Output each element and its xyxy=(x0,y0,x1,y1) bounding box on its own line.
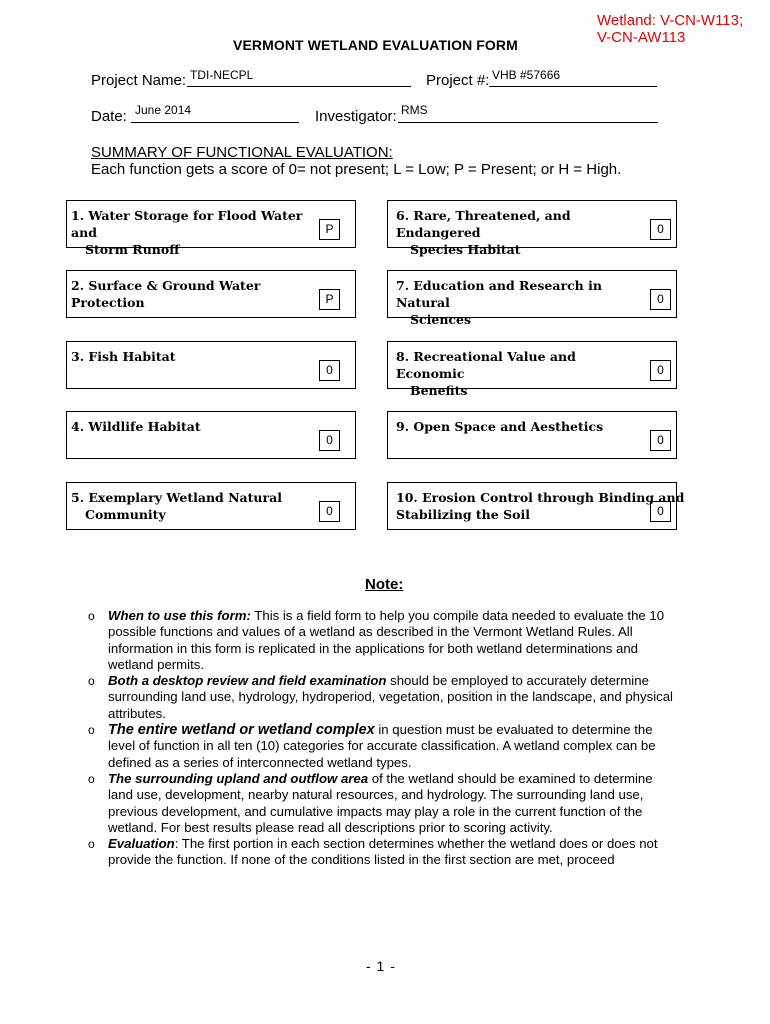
function-7-title-cont: Sciences xyxy=(410,312,472,327)
function-4-title: 4. Wildlife Habitat xyxy=(71,419,201,434)
date-value: June 2014 xyxy=(135,103,192,117)
date-field[interactable] xyxy=(131,122,299,123)
function-8-score[interactable]: 0 xyxy=(650,360,671,381)
function-3-score[interactable]: 0 xyxy=(319,360,340,381)
bullet-icon: o xyxy=(88,674,95,689)
function-5-title: 5. Exemplary Wetland Natural xyxy=(71,490,282,505)
note-item-text: : The first portion in each section determines whether the wetland does or does not provide the function. If none of the conditions listed in the first section are met, proceed xyxy=(108,836,658,868)
wetland-id xyxy=(597,12,743,46)
function-7-score[interactable]: 0 xyxy=(650,289,671,310)
note-item xyxy=(88,770,680,836)
note-item-lead: The surrounding upland and outflow area xyxy=(108,770,369,786)
function-box-2 xyxy=(66,270,356,318)
function-9-score[interactable]: 0 xyxy=(650,430,671,451)
project-name-field[interactable] xyxy=(187,86,411,87)
bullet-icon: o xyxy=(88,609,95,623)
function-1-title: 1. Water Storage for Flood Water and xyxy=(71,208,303,240)
note-heading: Note: xyxy=(365,576,404,593)
note-item xyxy=(88,836,680,869)
project-name-label: Project Name: xyxy=(91,72,187,89)
note-item-text: This is a field form to help you compile data needed to evaluate the 10 possible functions and values of a wetland as described in the Vermont Wetland Rules. All information in this form is replicated in the applications for both wetland determinations and wetland permits. xyxy=(108,608,665,672)
function-box-9 xyxy=(387,411,677,459)
function-box-3 xyxy=(66,341,356,389)
note-item-text: should be employed to accurately determine surrounding land use, hydrology, hydroperiod, vegetation, position in the landscape, and physical attributes. xyxy=(108,673,673,721)
function-box-8 xyxy=(387,341,677,398)
project-number-field[interactable] xyxy=(489,86,657,87)
bullet-icon: o xyxy=(88,723,95,738)
note-item-lead: The entire wetland or wetland complex xyxy=(108,722,375,739)
project-number-value: VHB #57666 xyxy=(492,68,561,82)
function-2-title: 2. Surface & Ground Water Protection xyxy=(71,278,261,310)
date-label: Date: xyxy=(91,108,127,125)
function-box-7 xyxy=(387,270,677,327)
wetland-id-line2: V-CN-AW113 xyxy=(597,29,686,46)
function-5-title-cont: Community xyxy=(85,507,166,522)
form-title: VERMONT WETLAND EVALUATION FORM xyxy=(233,37,518,53)
function-2-score[interactable]: P xyxy=(319,289,340,310)
note-item-text: of the wetland should be examined to determine land use, development, nearby natural resources, and hydrology. The surrounding land use, previous development, and cumulative impacts may play a role in the current function of the wetland. For best results please read all descriptions prior to scoring activity. xyxy=(108,770,653,835)
function-10-score[interactable]: 0 xyxy=(650,501,671,522)
function-6-score[interactable]: 0 xyxy=(650,219,671,240)
function-6-title-cont: Species Habitat xyxy=(410,242,521,257)
note-list xyxy=(88,608,680,869)
investigator-field[interactable] xyxy=(398,122,658,123)
note-item-lead: Evaluation xyxy=(108,836,175,852)
function-box-5 xyxy=(66,482,356,530)
function-9-title: 9. Open Space and Aesthetics xyxy=(396,419,604,434)
note-item xyxy=(88,608,680,673)
function-5-score[interactable]: 0 xyxy=(319,501,340,522)
wetland-id-line1: Wetland: V-CN-W113; xyxy=(597,12,744,29)
function-8-title: 8. Recreational Value and Economic xyxy=(396,349,576,381)
summary-heading: SUMMARY OF FUNCTIONAL EVALUATION: xyxy=(91,144,393,161)
project-number-label: Project #: xyxy=(426,72,490,89)
function-3-title: 3. Fish Habitat xyxy=(71,349,176,364)
summary xyxy=(91,144,621,178)
investigator-label: Investigator: xyxy=(315,108,397,125)
function-1-title-cont: Storm Runoff xyxy=(85,242,180,257)
project-name-value: TDI-NECPL xyxy=(190,68,254,82)
function-box-1 xyxy=(66,200,356,257)
note-item-text: in question must be evaluated to determine the level of function in all ten (10) categories for accurate classification. A wetland complex can be defined as a series of interconnected wetland types. xyxy=(108,722,656,770)
note-item xyxy=(88,673,680,722)
function-box-6 xyxy=(387,200,677,257)
function-6-title: 6. Rare, Threatened, and Endangered xyxy=(396,208,571,240)
page-number: - 1 - xyxy=(366,958,396,974)
function-8-title-cont: Benefits xyxy=(410,383,468,398)
investigator-value: RMS xyxy=(401,103,428,117)
note-item-lead: When to use this form: xyxy=(108,608,251,623)
function-4-score[interactable]: 0 xyxy=(319,430,340,451)
function-box-10 xyxy=(387,482,685,530)
note-item-lead: Both a desktop review and field examination xyxy=(108,673,387,689)
function-box-4 xyxy=(66,411,356,459)
function-10-title-cont: Stabilizing the Soil xyxy=(396,507,530,522)
function-7-title: 7. Education and Research in Natural xyxy=(396,278,602,310)
summary-instruction: Each function gets a score of 0= not present; L = Low; P = Present; or H = High. xyxy=(91,161,622,178)
bullet-icon: o xyxy=(88,771,95,786)
function-1-score[interactable]: P xyxy=(319,219,340,240)
bullet-icon: o xyxy=(88,837,95,852)
note-item xyxy=(88,722,680,771)
function-10-title: 10. Erosion Control through Binding and xyxy=(396,490,685,505)
